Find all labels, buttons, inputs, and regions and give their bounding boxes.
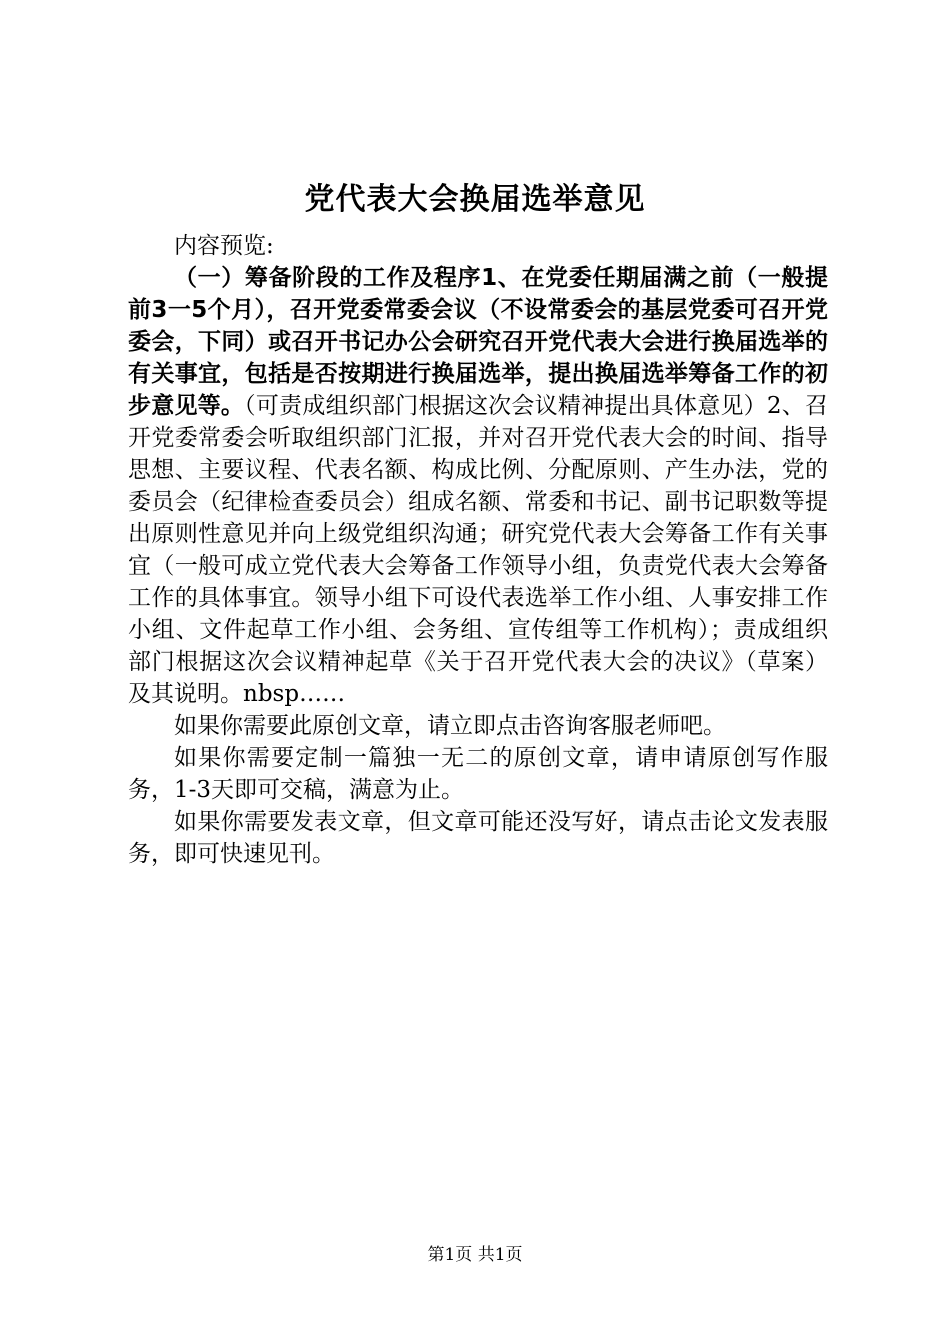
note-publish-service: 如果你需要发表文章，但文章可能还没写好，请点击论文发表服务，即可快速见刊。 [128, 809, 828, 867]
main-paragraph-rest: （可责成组织部门根据这次会议精神提出具体意见）2、召开党委常委会听取组织部门汇报，并对召开党代表大会的时间、指导思想、主要议程、代表名额、构成比例、分配原则、产生办法，党的委员会（纪律检查委员会）组成名额、常委和书记、副书记职数等提出原则性意见并向上级党组织沟通；研究党代表大会筹备工作有关事宜（一般可成立党代表大会筹备工作领导小组，负责党代表大会筹备工作的具体事宜。领导小组下可设代表选举工作小组、人事安排工作小组、文件起草工作小组、会务组、宣传组等工作机构）；责成组织部门根据这次会议精神起草《关于召开党代表大会的决议》（草案）及其说明。nbsp…… [128, 393, 829, 707]
note-custom-writing: 如果你需要定制一篇独一无二的原创文章，请申请原创写作服务，1-3天即可交稿，满意为止。 [128, 745, 828, 803]
main-paragraph [128, 262, 828, 710]
page-footer: 第1页 共1页 [427, 1245, 523, 1265]
main-paragraph-lead: （一）筹备阶段的工作及程序1、在党委任期届满之前（一般提前3一5个月），召开党委常委会议（不设常委会的基层党委可召开党委会，下同）或召开书记办公会研究召开党代表大会进行换届选举的有关事宜，包括是否按期进行换届选举，提出换届选举筹备工作的初步意见等。 [128, 265, 828, 419]
note-original-article: 如果你需要此原创文章，请立即点击咨询客服老师吧。 [174, 713, 726, 739]
document-body [128, 230, 828, 870]
preview-label: 内容预览: [174, 233, 274, 259]
document-title: 党代表大会换届选举意见 [304, 182, 646, 217]
